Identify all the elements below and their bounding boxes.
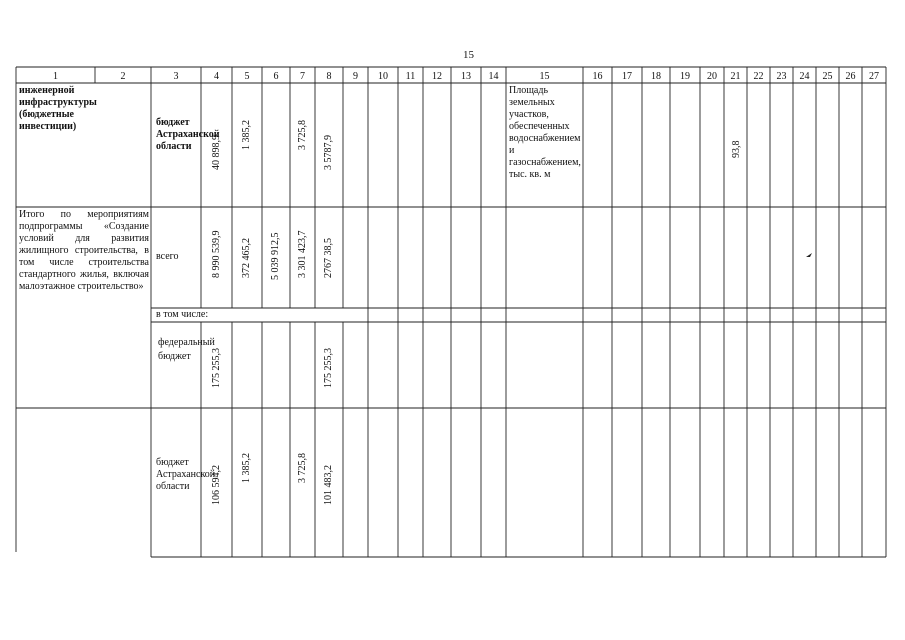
col-header-6: 6 bbox=[273, 71, 279, 82]
total-col4-value: 8 990 539,9 bbox=[211, 230, 222, 278]
infra-source-cell: бюджет Астраханской области bbox=[156, 117, 220, 152]
regional-col7-value: 3 725,8 bbox=[297, 453, 308, 483]
total-col5-value: 372 465,2 bbox=[241, 238, 252, 278]
total-col7-value: 3 301 423,7 bbox=[297, 230, 308, 278]
total-name-cell: Итого по мероприятиям подпрограммы «Создание условий для развития жилищного строительства, в том числе строительства стандартного жилья, включая малоэтажное строительство» bbox=[19, 209, 149, 292]
col-header-16: 16 bbox=[592, 71, 603, 82]
col-header-17: 17 bbox=[622, 71, 632, 82]
infra-col4-value: 40 898,9 bbox=[211, 135, 222, 170]
col-header-27: 27 bbox=[869, 71, 879, 82]
col-header-26: 26 bbox=[845, 71, 856, 82]
col-header-18: 18 bbox=[651, 71, 661, 82]
total-col6-value: 5 039 912,5 bbox=[270, 232, 281, 280]
col-header-14: 14 bbox=[488, 71, 499, 82]
col-header-12: 12 bbox=[432, 71, 442, 82]
col-header-7: 7 bbox=[300, 71, 305, 82]
col-header-3: 3 bbox=[173, 71, 179, 82]
regional-col5-value: 1 385,2 bbox=[241, 453, 252, 483]
col-header-5: 5 bbox=[244, 71, 250, 82]
col-header-20: 20 bbox=[707, 71, 717, 82]
infra-name-cell: инженерной инфраструктуры (бюджетные инвестиции) bbox=[19, 85, 97, 132]
including-label: в том числе: bbox=[156, 309, 209, 320]
infra-col8-value: 3 5787,9 bbox=[323, 135, 334, 170]
regional-col4-value: 106 594,2 bbox=[211, 465, 222, 505]
col-header-24: 24 bbox=[799, 71, 810, 82]
infra-indicator-cell: Площадь земельных участков, обеспеченных водоснабжением и газоснабжением, тыс. кв. м bbox=[509, 85, 581, 180]
total-col8-value: 2767 38,5 bbox=[323, 238, 334, 278]
col-header-2: 2 bbox=[120, 71, 126, 82]
regional-source-cell: бюджет Астраханской области bbox=[156, 457, 216, 492]
col-header-21: 21 bbox=[730, 71, 741, 82]
col-header-10: 10 bbox=[378, 71, 388, 82]
col-header-25: 25 bbox=[822, 71, 833, 82]
col-header-1: 1 bbox=[53, 71, 58, 82]
col-header-9: 9 bbox=[353, 71, 358, 82]
infra-col7-value: 3 725,8 bbox=[297, 120, 308, 150]
federal-col4-value: 175 255,3 bbox=[211, 348, 222, 388]
col-header-4: 4 bbox=[214, 71, 219, 82]
total-source-cell: всего bbox=[156, 251, 179, 262]
scan-mark bbox=[806, 252, 814, 258]
federal-col8-value: 175 255,3 bbox=[323, 348, 334, 388]
col-header-15: 15 bbox=[539, 71, 550, 82]
col-header-13: 13 bbox=[461, 71, 471, 82]
col-header-22: 22 bbox=[753, 71, 764, 82]
infra-col21-value: 93,8 bbox=[731, 140, 742, 158]
col-header-11: 11 bbox=[405, 71, 416, 82]
federal-source-cell: федеральный бюджет bbox=[158, 337, 215, 362]
col-header-8: 8 bbox=[326, 71, 332, 82]
regional-col8-value: 101 483,2 bbox=[323, 465, 334, 505]
col-header-19: 19 bbox=[680, 71, 690, 82]
page-number: 15 bbox=[463, 49, 474, 61]
infra-col5-value: 1 385,2 bbox=[241, 120, 252, 150]
col-header-23: 23 bbox=[776, 71, 787, 82]
